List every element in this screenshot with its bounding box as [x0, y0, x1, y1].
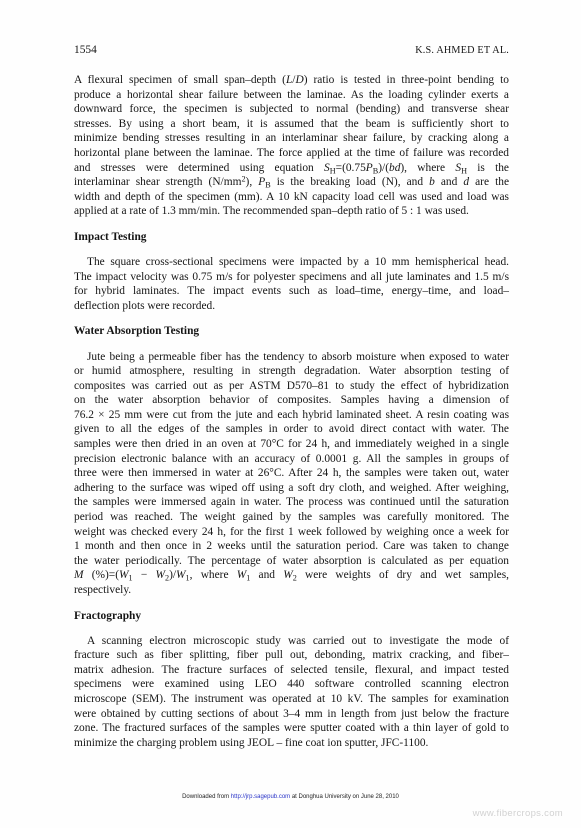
text-line: 1 month and then once in 2 weeks until the saturation period. Care was taken to change — [74, 540, 509, 553]
text-line: precision electronic balance with an accuracy of 0.0001 g. All the samples in groups of — [74, 452, 509, 465]
text-line: minimize the charging problem using JEOL – fine coat ion sputter, JFC-1100. — [74, 736, 429, 749]
text-line: A scanning electron microscopic study was carried out to investigate the mode of — [87, 634, 509, 647]
subscript: 1 — [246, 573, 251, 583]
text-line: stresses. By using a short beam, it is assumed that the beam is sufficiently short to — [74, 117, 509, 130]
text-line: microscope (SEM). The instrument was operated at 10 kV. The samples for examination — [74, 693, 509, 706]
text-line: horizontal plane between the laminae. The force applied at the time of failure was recorded — [74, 146, 509, 159]
text-line: matrix adhesion. The fracture surfaces of selected tensile, flexural, and impact tested — [74, 663, 509, 676]
subscript: 1 — [185, 573, 190, 583]
text-segment: A flexural specimen of small span–depth ( — [74, 74, 286, 86]
text-segment: =(0.75 — [335, 161, 366, 174]
math-variable: W — [236, 569, 247, 582]
text-line — [74, 175, 509, 190]
text-line: were obtained by cutting sections of about 3–4 mm in length from just below the fracture — [74, 707, 509, 720]
text-line — [74, 161, 509, 176]
text-line: deflection plots were recorded. — [74, 299, 216, 312]
text-segment: ), — [245, 176, 259, 189]
watermark: www.fibercrops.com — [472, 808, 563, 819]
math-variable: S — [455, 161, 462, 174]
text-segment: / — [292, 74, 296, 86]
text-line: width and depth of the specimen (mm). A 10 kN capacity load cell was used and load was — [74, 190, 509, 203]
text-segment: )/( — [378, 161, 389, 174]
section-heading-fractography: Fractography — [74, 609, 142, 622]
text-segment: − — [132, 569, 156, 582]
text-line: The square cross-sectional specimens were impacted by a 10 mm hemispherical head. — [87, 256, 509, 269]
text-line — [74, 73, 509, 88]
text-segment: and — [250, 569, 284, 582]
text-line: on the water absorption behavior of composites. Samples having a dimension of — [74, 394, 509, 407]
footer-text: at Donghua University on June 28, 2010 — [290, 794, 399, 800]
text-line: the water periodically. The percentage of water absorption is calculated as per equation — [74, 554, 509, 567]
math-variable: W — [155, 569, 165, 582]
text-line: respectively. — [74, 584, 132, 596]
math-variable: bd — [389, 161, 401, 174]
subscript: H — [461, 166, 467, 176]
subscript: 2 — [164, 573, 170, 583]
text-line: Jute being a permeable fiber has the tendency to absorb moisture when exposed to water — [87, 350, 509, 363]
page-number: 1554 — [74, 44, 97, 56]
paragraph-water-absorption — [74, 350, 509, 598]
subscript: B — [372, 166, 379, 176]
text-segment: , where — [189, 569, 237, 582]
text-line: 76.2 × 25 mm were cut from the jute and each hybrid laminated sheet. A resin coating was — [74, 408, 509, 421]
footer-link[interactable]: http://jrp.sagepub.com — [230, 794, 291, 800]
running-head-authors: K.S. AHMED ET AL. — [415, 45, 509, 56]
text-line: fracture such as fiber splitting, fiber pull out, debonding, matrix cracking, and fiber– — [74, 649, 509, 662]
math-variable: b — [429, 176, 435, 189]
text-line: applied at a rate of 1.3 mm/min. The recommended span–depth ratio of 5 : 1 was used. — [74, 205, 469, 218]
section-heading-water-absorption: Water Absorption Testing — [74, 325, 200, 338]
text-segment: were weights of dry and wet samples, — [296, 569, 509, 582]
section-heading-impact-testing: Impact Testing — [74, 230, 147, 243]
subscript: H — [329, 166, 336, 176]
text-line: the samples were immersed again in water. The process was continued until the saturation — [74, 496, 509, 509]
text-line: produce a horizontal shear failure between the laminae. As the loading cylinder exerts a — [74, 88, 509, 101]
subscript: 1 — [128, 573, 133, 583]
math-variable: D — [295, 74, 304, 86]
text-line: three were then immersed in water at 26°C. After 24 h, the samples were taken out, water — [74, 467, 509, 480]
superscript: 2 — [241, 174, 246, 184]
text-segment: and — [434, 176, 464, 189]
text-segment: ) ratio is tested in three-point bending to — [303, 74, 509, 86]
text-segment: (%)=( — [83, 569, 120, 582]
subscript: 2 — [292, 573, 297, 583]
text-segment: )/ — [169, 569, 177, 582]
math-variable: d — [463, 176, 470, 189]
subscript: B — [265, 180, 271, 190]
text-line: period was reached. The weight gained by the samples was carefully monitored. The — [74, 511, 509, 524]
paragraph-impact-testing — [74, 255, 509, 313]
text-line: downward force, the specimen is subjected to normal (bending) and transverse shear — [74, 103, 509, 116]
text-segment: is the — [466, 161, 509, 174]
text-line: minimize bending stresses resulting in an interlaminar shear failure, by cracking along a — [74, 132, 509, 145]
math-variable: P — [365, 161, 373, 174]
text-segment: ), where — [400, 161, 456, 174]
text-line: or humid atmosphere, resulting in strength degradation. Water absorption testing of — [74, 365, 509, 378]
text-segment: are the — [469, 176, 509, 189]
math-variable: S — [324, 161, 330, 174]
text-line: composites was carried out as per ASTM D570–81 to study the effect of hybridization — [74, 379, 509, 392]
text-line: The impact velocity was 0.75 m/s for polyester specimens and all jute laminates and 1.5 m/s — [74, 270, 509, 283]
text-line: zone. The fractured surfaces of the samples were sputter coated with a thin layer of gold to — [74, 722, 509, 735]
paragraph-short-beam-shear — [74, 73, 509, 219]
text-segment: is the breaking load (N), and — [270, 176, 430, 189]
text-segment: and stresses were determined using equation — [74, 161, 325, 174]
math-variable: M — [74, 569, 84, 582]
download-footer — [0, 793, 581, 801]
math-variable: W — [283, 569, 293, 582]
math-variable: L — [285, 74, 293, 86]
text-line: weight was checked every 24 h, for the first 1 week followed by weighing once a week for — [74, 525, 509, 538]
text-line: samples were then dried in an oven at 70°C for 24 h, and immediately weighed in a single — [74, 438, 509, 451]
text-line: given to all the edges of the samples in order to avoid direct contact with water. The — [74, 423, 509, 436]
text-line: adhering to the surface was wiped off using a soft dry cloth, and weighed. After weighing, — [74, 481, 509, 494]
text-line: for hybrid laminates. The impact events such as load–time, energy–time, and load– — [74, 285, 509, 298]
paragraph-fractography — [74, 634, 509, 751]
running-header — [74, 43, 509, 58]
math-variable: W — [176, 569, 186, 582]
math-variable: W — [119, 569, 129, 582]
text-line — [74, 568, 509, 583]
footer-text: Downloaded from — [182, 794, 231, 800]
body-text — [74, 73, 509, 750]
text-segment: interlaminar shear strength (N/mm — [74, 176, 242, 189]
math-variable: P — [258, 176, 266, 189]
text-line: specimens were examined using LEO 440 software controlled scanning electron — [74, 678, 509, 691]
